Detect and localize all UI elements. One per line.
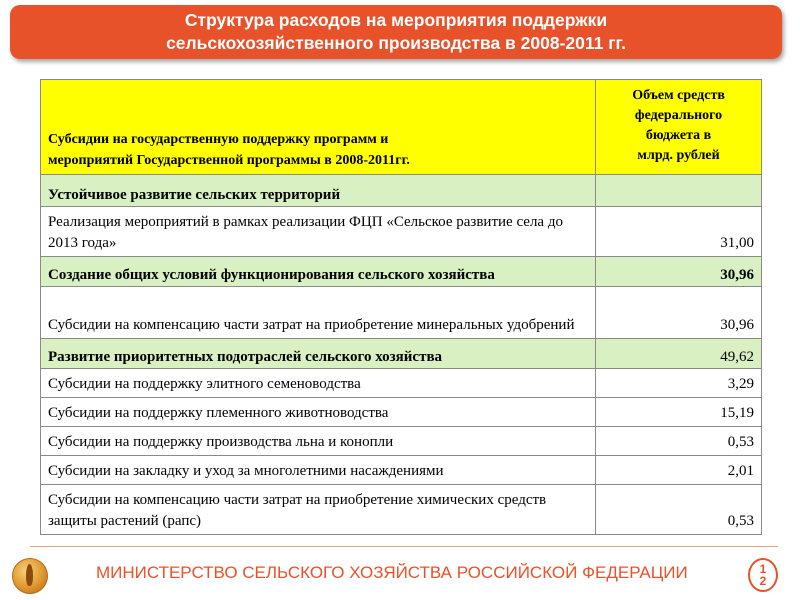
table-row [41, 456, 762, 485]
ministry-emblem-icon [12, 558, 48, 594]
table-row [41, 398, 762, 427]
table-row [41, 287, 762, 339]
table-row-section [41, 339, 762, 369]
header-value-cell [596, 80, 762, 175]
table-header-row [41, 80, 762, 175]
row-value [596, 175, 762, 207]
title-line-2: сельскохозяйственного производства в 2008-2011 гг. [166, 33, 626, 53]
header-value-line-1: Объем средств [632, 88, 725, 103]
row-value: 31,00 [596, 207, 762, 257]
row-label: Реализация мероприятий в рамках реализации ФЦП «Сельское развитие села до 2013 года» [41, 207, 596, 257]
footer-ministry-name: МИНИСТЕРСТВО СЕЛЬСКОГО ХОЗЯЙСТВА РОССИЙСКОЙ ФЕДЕРАЦИИ [96, 563, 688, 582]
header-label-cell [41, 80, 596, 175]
row-value: 30,96 [596, 257, 762, 287]
row-value: 0,53 [596, 485, 762, 535]
page-number-digit-2: 2 [759, 574, 767, 588]
row-value: 30,96 [596, 287, 762, 339]
header-value-line-3: бюджета в [645, 128, 712, 143]
table-row [41, 427, 762, 456]
row-value: 3,29 [596, 369, 762, 398]
row-label: Субсидии на поддержку производства льна и конопли [41, 427, 596, 456]
row-label: Субсидии на поддержку племенного животноводства [41, 398, 596, 427]
row-value: 2,01 [596, 456, 762, 485]
subsidy-table [40, 79, 762, 535]
table-row [41, 485, 762, 535]
page-number-badge [748, 558, 778, 592]
header-label-line-2: мероприятий Государственной программы в 2008-2011гг. [48, 153, 410, 168]
footer-divider [30, 546, 778, 547]
row-label: Устойчивое развитие сельских территорий [41, 175, 596, 207]
row-label: Субсидии на компенсацию части затрат на приобретение химических средств защиты растений (рапс) [41, 485, 596, 535]
wheat-ear-icon [26, 564, 33, 586]
row-label: Субсидии на компенсацию части затрат на приобретение минеральных удобрений [41, 287, 596, 339]
row-value: 0,53 [596, 427, 762, 456]
page-number-digit-1: 1 [759, 562, 767, 576]
table-row-section [41, 175, 762, 207]
table-row-section [41, 257, 762, 287]
header-value-line-4: млрд. рублей [637, 148, 720, 163]
row-label: Развитие приоритетных подотраслей сельского хозяйства [41, 339, 596, 369]
table-row [41, 207, 762, 257]
row-value: 15,19 [596, 398, 762, 427]
header-value-line-2: федерального [634, 108, 723, 123]
table-row [41, 369, 762, 398]
row-label: Субсидии на поддержку элитного семеноводства [41, 369, 596, 398]
title-banner [10, 5, 782, 59]
title-line-1: Структура расходов на мероприятия поддержки [184, 10, 608, 30]
row-label: Субсидии на закладку и уход за многолетними насаждениями [41, 456, 596, 485]
row-label: Создание общих условий функционирования сельского хозяйства [41, 257, 596, 287]
header-label-line-1: Субсидии на государственную поддержку программ и [48, 132, 389, 147]
row-value: 49,62 [596, 339, 762, 369]
